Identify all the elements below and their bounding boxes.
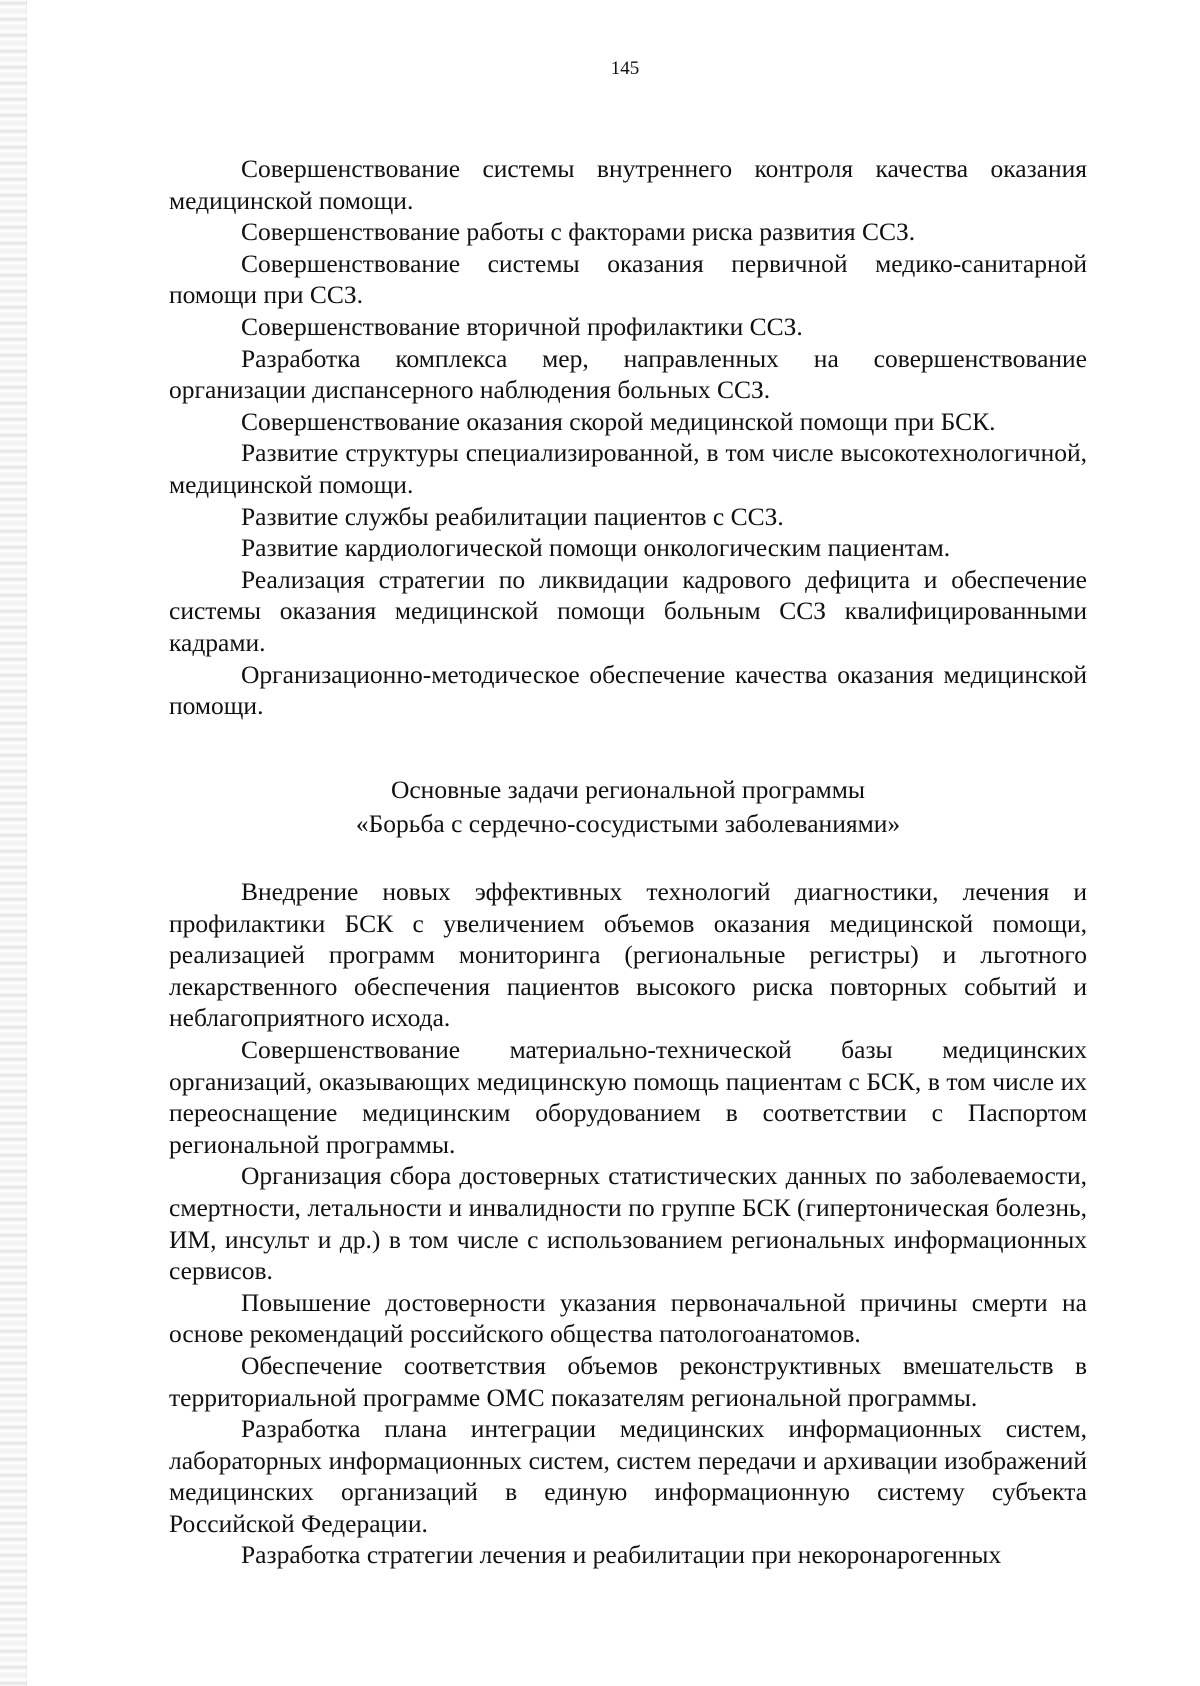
paragraph: Организация сбора достоверных статистических данных по заболеваемости, смертности, летальности и инвалидности по группе БСК (гипертоническая болезнь, ИМ, инсульт и др.) в том числе с использованием региональных информационных сервисов. xyxy=(169,1161,1087,1286)
paragraph: Совершенствование материально-технической базы медицинских организаций, оказывающих медицинскую помощь пациентам с БСК, в том числе их переоснащение медицинским оборудованием в соответствии с Паспортом региональной программы. xyxy=(169,1034,1087,1159)
section-heading xyxy=(169,773,1087,841)
heading-line-2: «Борьба с сердечно-сосудистыми заболеваниями» xyxy=(355,809,901,838)
paragraph: Разработка плана интеграции медицинских информационных систем, лабораторных информационных систем, систем передачи и архивации изображений медицинских организаций в единую информационную систему субъекта Российской Федерации. xyxy=(169,1414,1087,1538)
scan-binding-edge xyxy=(0,0,27,1686)
paragraph: Совершенствование работы с факторами риска развития ССЗ. xyxy=(241,217,916,247)
paragraph: Совершенствование системы внутреннего контроля качества оказания медицинской помощи. xyxy=(169,154,1087,215)
tasks-list xyxy=(169,876,1087,1571)
paragraph: Развитие структуры специализированной, в том числе высокотехнологичной, медицинской помощи. xyxy=(169,438,1087,499)
paragraph: Совершенствование системы оказания первичной медико-санитарной помощи при ССЗ. xyxy=(169,248,1087,310)
paragraph: Развитие кардиологической помощи онкологическим пациентам. xyxy=(241,533,951,563)
paragraph: Повышение достоверности указания первоначальной причины смерти на основе рекомендаций российского общества патологоанатомов. xyxy=(169,1287,1087,1349)
paragraph: Совершенствование вторичной профилактики ССЗ. xyxy=(241,311,803,341)
paragraph: Реализация стратегии по ликвидации кадрового дефицита и обеспечение системы оказания медицинской помощи больным ССЗ квалифицированными кадрами. xyxy=(169,564,1087,657)
paragraph: Обеспечение соответствия объемов реконструктивных вмешательств в территориальной программе ОМС показателям региональной программы. xyxy=(169,1350,1087,1412)
paragraph: Организационно-методическое обеспечение качества оказания медицинской помощи. xyxy=(169,659,1087,721)
page-number: 145 xyxy=(610,58,640,79)
paragraph: Разработка стратегии лечения и реабилитации при некоронарогенных xyxy=(241,1540,1002,1570)
paragraph: Совершенствование оказания скорой медицинской помощи при БСК. xyxy=(241,406,996,436)
heading-line-1: Основные задачи региональной программы xyxy=(390,775,866,804)
paragraph: Внедрение новых эффективных технологий диагностики, лечения и профилактики БСК с увеличением объемов оказания медицинской помощи, реализацией программ мониторинга (региональные регистры) и льготного лекарственного обеспечения пациентов высокого риска повторных событий и неблагоприятного исхода. xyxy=(169,877,1087,1033)
goals-list xyxy=(169,153,1087,722)
paragraph: Разработка комплекса мер, направленных на совершенствование организации диспансерного наблюдения больных ССЗ. xyxy=(169,343,1087,405)
paragraph: Развитие службы реабилитации пациентов с ССЗ. xyxy=(241,501,784,531)
